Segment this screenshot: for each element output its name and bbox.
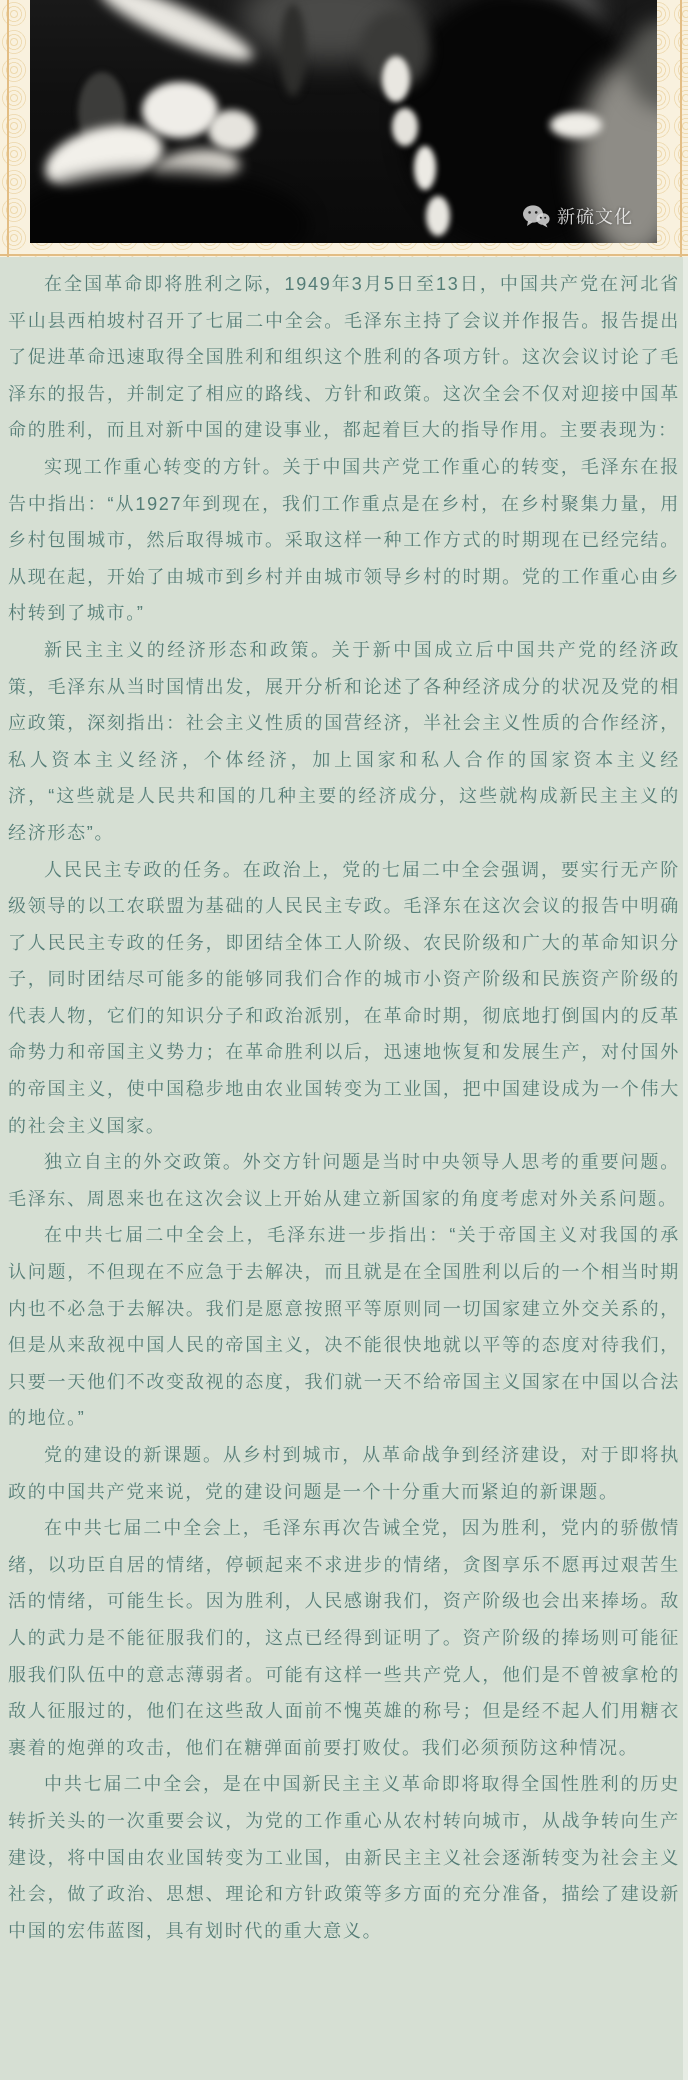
photo-shape <box>92 0 259 73</box>
frame-border-bottom <box>0 254 688 256</box>
frame-border-left <box>7 0 9 257</box>
photo-shape <box>280 4 306 96</box>
article-paragraph: 在中共七届二中全会上，毛泽东再次告诫全党，因为胜利，党内的骄傲情绪，以功臣自居的情绪，停顿起来不求进步的情绪，贪图享乐不愿再过艰苦生活的情绪，可能生长。因为胜利，人民感谢我们，资产阶级也会出来捧场。敌人的武力是不能征服我们的，这点已经得到证明了。资产阶级的捧场则可能征服我们队伍中的意志薄弱者。可能有这样一些共产党人，他们是不曾被拿枪的敌人征服过的，他们在这些敌人面前不愧英雄的称号；但是经不起人们用糖衣裹着的炮弹的攻击，他们在糖弹面前要打败仗。我们必须预防这种情况。 <box>8 1518 680 1758</box>
article-paragraph: 在中共七届二中全会上，毛泽东进一步指出：“关于帝国主义对我国的承认问题，不但现在不应急于去解决，而且就是在全国胜利以后的一个相当时期内也不必急于去解决。我们是愿意按照平等原则同一切国家建立外交关系的，但是从来敌视中国人民的帝国主义，决不能很快地就以平等的态度对待我们，只要一天他们不改变敌视的态度，我们就一天不给帝国主义国家在中国以合法的地位。” <box>8 1225 680 1429</box>
article-paragraph: 中共七届二中全会，是在中国新民主主义革命即将取得全国性胜利的历史转折关头的一次重要会议，为党的工作重心从农村转向城市，从战争转向生产建设，将中国由农业国转变为工业国，由新民主主义社会逐渐转变为社会主义社会，做了政治、思想、理论和方针政策等多方面的充分准备，描绘了建设新中国的宏伟蓝图，具有划时代的重大意义。 <box>8 1774 680 1941</box>
photo-shape <box>426 196 450 236</box>
article-photo <box>30 0 657 243</box>
article-paragraph: 独立自主的外交政策。外交方针问题是当时中央领导人思考的重要问题。毛泽东、周恩来也在这次会议上开始从建立新国家的角度考虑对外关系问题。 <box>8 1152 680 1209</box>
scrollbar-track[interactable] <box>683 257 688 2080</box>
photo-shape <box>550 112 602 138</box>
photo-shape <box>392 108 418 146</box>
article-paragraph: 在全国革命即将胜利之际，1949年3月5日至13日，中国共产党在河北省平山县西柏坡村召开了七届二中全会。毛泽东主持了会议并作报告。报告提出了促进革命迅速取得全国胜利和组织这个胜利的各项方针。这次会议讨论了毛泽东的报告，并制定了相应的路线、方针和政策。这次全会不仅对迎接中国革命的胜利，而且对新中国的建设事业，都起着巨大的指导作用。主要表现为： <box>8 274 680 441</box>
article-paragraph: 实现工作重心转变的方针。关于中国共产党工作重心的转变，毛泽东在报告中指出：“从1927年到现在，我们工作重点是在乡村，在乡村聚集力量，用乡村包围城市，然后取得城市。采取这样一种工作方式的时期现在已经完结。从现在起，开始了由城市到乡村并由城市领导乡村的时期。党的工作重心由乡村转到了城市。” <box>8 456 680 624</box>
frame-border-right <box>680 0 682 257</box>
article-paragraph: 党的建设的新课题。从乡村到城市，从革命战争到经济建设，对于即将执政的中国共产党来说，党的建设问题是一个十分重大而紧迫的新课题。 <box>8 1445 680 1502</box>
watermark-label: 新硫文化 <box>557 207 633 227</box>
photo-watermark <box>522 203 633 229</box>
photo-shape <box>208 110 256 150</box>
photo-shape <box>414 146 436 190</box>
photo-shape <box>30 170 310 243</box>
article-body <box>0 257 688 2080</box>
photo-frame <box>0 0 688 257</box>
article-paragraph: 人民民主专政的任务。在政治上，党的七届二中全会强调，要实行无产阶级领导的以工农联盟为基础的人民民主专政。毛泽东在这次会议的报告中明确了人民民主专政的任务，即团结全体工人阶级、农民阶级和广大的革命知识分子，同时团结尽可能多的能够同我们合作的城市小资产阶级和民族资产阶级的代表人物，它们的知识分子和政治派别，在革命时期，彻底地打倒国内的反革命势力和帝国主义势力；在革命胜利以后，迅速地恢复和发展生产，对付国外的帝国主义，使中国稳步地由农业国转变为工业国，把中国建设成为一个伟大的社会主义国家。 <box>8 859 680 1136</box>
photo-shape <box>382 56 410 102</box>
article-paragraph: 新民主主义的经济形态和政策。关于新中国成立后中国共产党的经济政策，毛泽东从当时国情出发，展开分析和论述了各种经济成分的状况及党的相应政策，深刻指出：社会主义性质的国营经济，半社会主义性质的合作经济，私人资本主义经济，个体经济，加上国家和私人合作的国家资本主义经济，“这些就是人民共和国的几种主要的经济成分，这些就构成新民主主义的经济形态”。 <box>8 639 680 843</box>
photo-shape <box>142 82 218 138</box>
wechat-icon <box>522 204 550 228</box>
